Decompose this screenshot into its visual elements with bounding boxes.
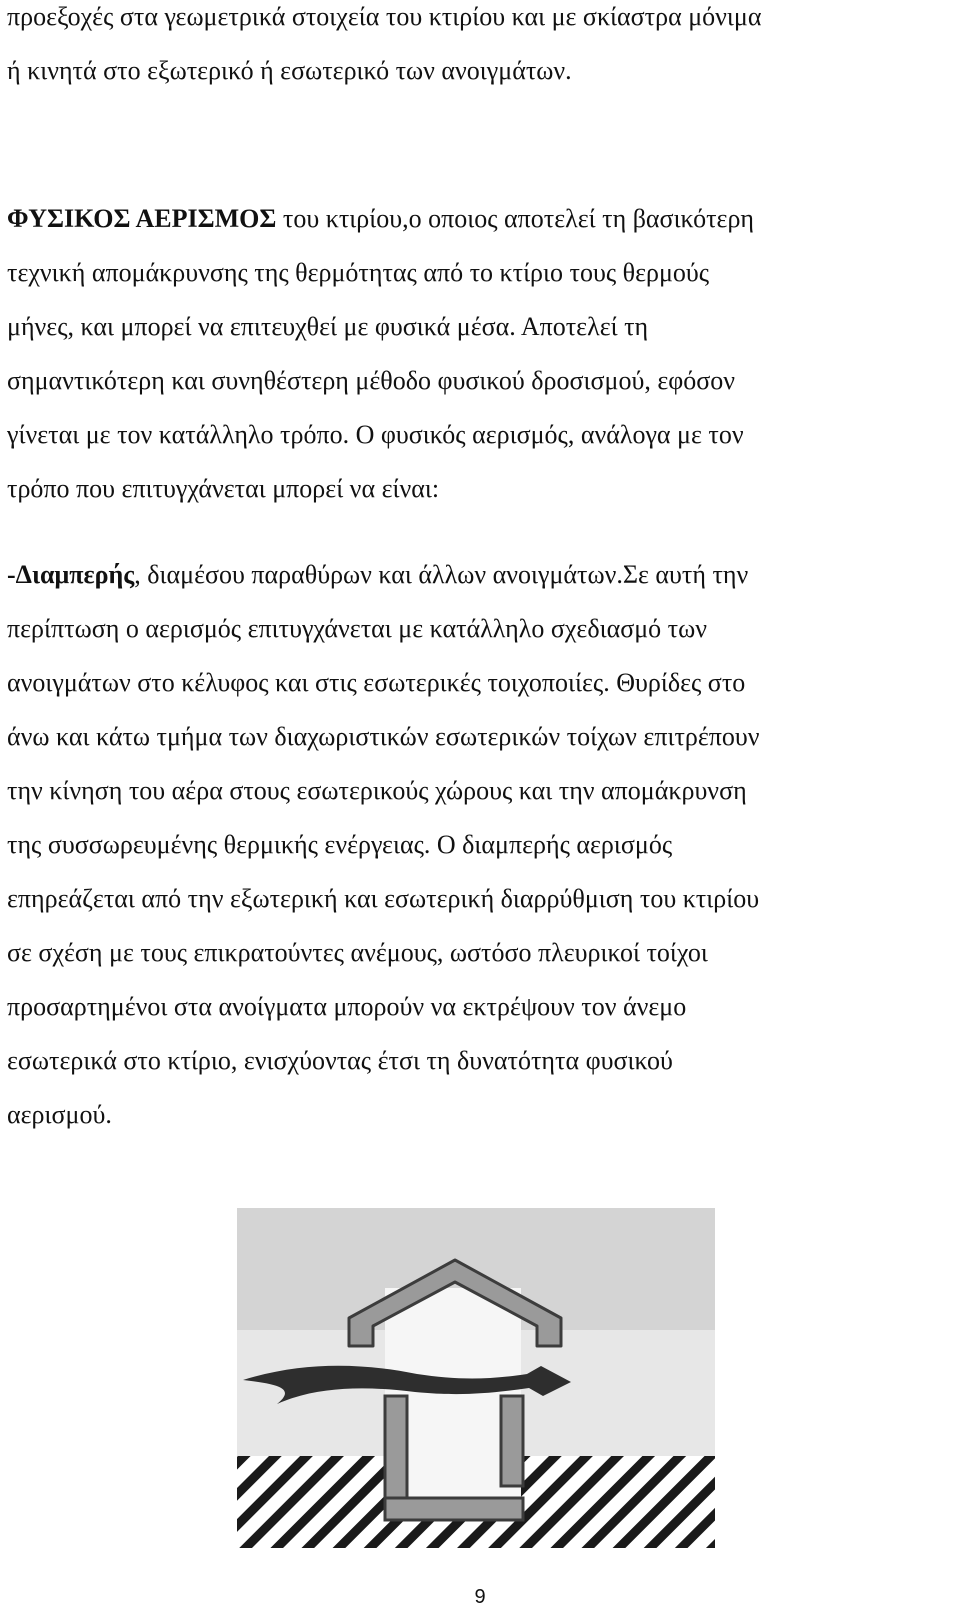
cross-ventilation-figure — [237, 1208, 715, 1548]
paragraph-line: επηρεάζεται από την εξωτερική και εσωτερική διαρρύθμιση του κτιρίου — [7, 884, 760, 913]
page-number: 9 — [474, 1586, 486, 1608]
paragraph-line: γίνεται με τον κατάλληλο τρόπο. Ο φυσικός αερισμός, ανάλογα με τον — [7, 420, 744, 449]
paragraph-first-line — [7, 192, 953, 246]
paragraph-line: σε σχέση με τους επικρατούντες ανέμους, ωστόσο πλευρικοί τοίχοι — [7, 938, 708, 967]
paragraph-line: μήνες, και μπορεί να επιτευχθεί με φυσικά μέσα. Αποτελεί τη — [7, 312, 649, 341]
heading-continuation: , διαμέσου παραθύρων και άλλων ανοιγμάτων.Σε αυτή την — [134, 560, 749, 589]
intro-paragraph — [7, 0, 953, 98]
paragraph-line: εσωτερικά στο κτίριο, ενισχύοντας έτσι τη δυνατότητα φυσικού — [7, 1046, 673, 1075]
paragraph-line: προσαρτημένοι στα ανοίγματα μπορούν να εκτρέψουν τον άνεμο — [7, 992, 687, 1021]
paragraph-line: αερισμού. — [7, 1100, 112, 1129]
left-wall — [385, 1396, 407, 1514]
intro-line: προεξοχές στα γεωμετρικά στοιχεία του κτιρίου και με σκίαστρα μόνιμα — [7, 2, 762, 31]
paragraph-line: τεχνική απομάκρυνσης της θερμότητας από το κτίριο τους θερμούς — [7, 258, 710, 287]
paragraph-line: περίπτωση ο αερισμός επιτυγχάνεται με κατάλληλο σχεδιασμό των — [7, 614, 707, 643]
natural-ventilation-paragraph — [7, 192, 953, 516]
paragraph-line: τρόπο που επιτυγχάνεται μπορεί να είναι: — [7, 474, 440, 503]
subsection-heading: -Διαμπερής — [7, 560, 135, 589]
paragraph-first-line — [7, 548, 953, 602]
section-heading: ΦΥΣΙΚΟΣ ΑΕΡΙΣΜΟΣ — [7, 204, 277, 233]
paragraph-line: άνω και κάτω τμήμα των διαχωριστικών εσωτερικών τοίχων επιτρέπουν — [7, 722, 760, 751]
heading-continuation: του κτιρίου,ο οποιος αποτελεί τη βασικότερη — [276, 204, 755, 233]
floor-slab — [385, 1498, 523, 1520]
right-wall — [501, 1396, 523, 1486]
paragraph-line: την κίνηση του αέρα στους εσωτερικούς χώρους και την απομάκρυνση — [7, 776, 747, 805]
intro-line: ή κινητά στο εξωτερικό ή εσωτερικό των ανοιγμάτων. — [7, 56, 572, 85]
paragraph-line: σημαντικότερη και συνηθέστερη μέθοδο φυσικού δροσισμού, εφόσον — [7, 366, 736, 395]
cross-ventilation-paragraph — [7, 548, 953, 1142]
paragraph-line: της συσσωρευμένης θερμικής ενέργειας. Ο διαμπερής αερισμός — [7, 830, 673, 859]
paragraph-line: ανοιγμάτων στο κέλυφος και στις εσωτερικές τοιχοποιίες. Θυρίδες στο — [7, 668, 746, 697]
cross-ventilation-diagram-icon — [237, 1208, 715, 1548]
